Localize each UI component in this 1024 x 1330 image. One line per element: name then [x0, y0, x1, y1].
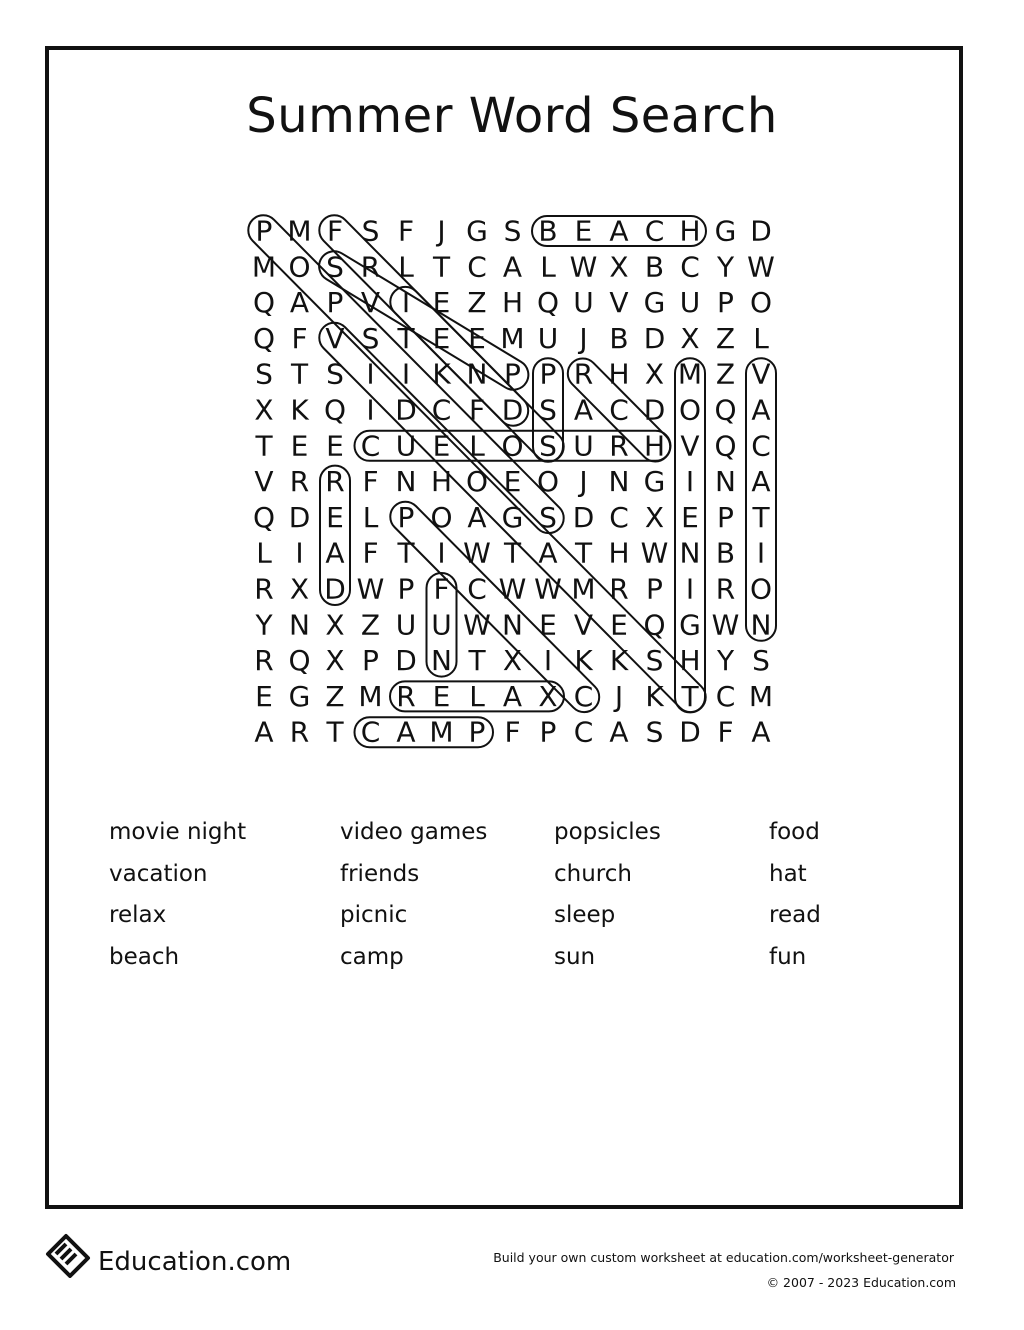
grid-letter[interactable]: Y [716, 644, 735, 678]
grid-letter[interactable]: R [325, 465, 345, 499]
grid-letter[interactable]: A [254, 715, 274, 749]
grid-letter[interactable]: E [574, 214, 593, 248]
grid-letter[interactable]: P [717, 286, 734, 320]
grid-letter[interactable]: M [500, 321, 525, 355]
grid-letter[interactable]: G [466, 214, 488, 248]
grid-letter[interactable]: O [501, 429, 524, 463]
grid-letter[interactable]: N [466, 357, 488, 391]
grid-letter[interactable]: A [751, 715, 771, 749]
grid-letter[interactable]: M [251, 250, 277, 284]
word-list-item: picnic [340, 902, 408, 928]
grid-letter[interactable]: H [608, 536, 630, 570]
word-list-item: vacation [109, 860, 208, 887]
grid-letter[interactable]: Z [360, 608, 381, 642]
grid-letter[interactable]: B [609, 321, 629, 355]
grid-letter[interactable]: U [431, 608, 452, 642]
grid-letter[interactable]: H [430, 465, 453, 499]
grid-letter[interactable]: P [326, 286, 344, 320]
grid-letter[interactable]: O [749, 572, 773, 606]
grid-letter[interactable]: C [609, 393, 629, 427]
grid-letter[interactable]: R [573, 357, 594, 391]
grid-letter[interactable]: A [751, 393, 771, 427]
education-logo[interactable] [44, 1232, 291, 1282]
grid-letter[interactable]: Z [715, 357, 736, 391]
grid-letter[interactable]: C [573, 679, 594, 713]
grid-letter[interactable]: X [538, 679, 558, 713]
grid-letter[interactable]: P [539, 715, 557, 749]
word-list-column-1 [109, 815, 246, 981]
grid-letter[interactable]: I [685, 572, 695, 606]
grid-letter[interactable]: T [397, 321, 415, 355]
grid-letter[interactable]: G [288, 679, 311, 713]
grid-letter[interactable]: F [433, 572, 450, 606]
grid-letter[interactable]: R [396, 679, 416, 713]
grid-letter[interactable]: X [644, 357, 665, 391]
grid-letter[interactable]: X [254, 393, 274, 427]
grid-letter[interactable]: S [645, 644, 664, 678]
grid-letter[interactable]: O [288, 250, 311, 284]
grid-letter[interactable]: W [534, 572, 562, 606]
grid-letter[interactable]: R [609, 572, 629, 606]
grid-letter[interactable]: C [467, 572, 487, 606]
grid-letter[interactable]: D [572, 500, 595, 534]
grid-letter[interactable]: S [645, 715, 664, 749]
grid-letter[interactable]: P [397, 500, 415, 534]
grid-letter[interactable]: X [609, 250, 629, 284]
grid-letter[interactable]: N [750, 608, 772, 642]
grid-letter[interactable]: W [711, 608, 740, 642]
grid-letter[interactable]: L [256, 536, 272, 570]
grid-letter[interactable]: A [573, 393, 594, 427]
grid-letter[interactable]: J [437, 214, 446, 248]
grid-letter[interactable]: C [680, 250, 700, 284]
grid-letter[interactable]: E [326, 500, 344, 534]
grid-letter[interactable]: S [255, 357, 273, 391]
grid-letter[interactable]: N [679, 536, 701, 570]
grid-letter[interactable]: M [748, 679, 774, 713]
grid-letter[interactable]: M [287, 214, 312, 248]
grid-letter[interactable]: T [432, 250, 451, 284]
grid-letter[interactable]: M [358, 679, 383, 713]
word-list-item: relax [109, 902, 167, 928]
grid-letter[interactable]: A [538, 536, 558, 570]
grid-letter[interactable]: O [430, 500, 453, 534]
grid-letter[interactable]: A [609, 715, 629, 749]
grid-letter[interactable]: T [397, 536, 415, 570]
grid-letter[interactable]: E [432, 679, 451, 713]
grid-letter[interactable]: S [361, 321, 380, 355]
grid-letter[interactable]: E [610, 608, 628, 642]
grid-letter[interactable]: N [431, 644, 452, 678]
grid-letter[interactable]: D [679, 715, 701, 749]
grid-letter[interactable]: J [579, 465, 588, 499]
grid-letter[interactable]: Q [252, 500, 276, 534]
education-logo-icon [44, 1232, 92, 1282]
grid-letter[interactable]: I [366, 357, 375, 391]
grid-letter[interactable]: N [608, 465, 630, 499]
worksheet-generator-note: Build your own custom worksheet at education.com/worksheet-generator [493, 1250, 954, 1265]
grid-letter[interactable]: H [679, 644, 701, 678]
word-list-item: hat [769, 860, 807, 887]
grid-letter[interactable]: S [539, 393, 557, 427]
grid-letter[interactable]: E [326, 429, 344, 463]
grid-letter[interactable]: F [326, 214, 344, 248]
grid-letter[interactable]: T [290, 357, 309, 391]
grid-letter[interactable]: W [463, 536, 491, 570]
grid-letter[interactable]: X [644, 500, 665, 534]
grid-letter[interactable]: O [678, 393, 702, 427]
grid-letter[interactable]: P [397, 572, 415, 606]
grid-letter[interactable]: C [360, 429, 381, 463]
grid-letter[interactable]: H [679, 214, 701, 248]
grid-letter[interactable]: F [362, 536, 379, 570]
grid-letter[interactable]: B [538, 214, 558, 248]
grid-letter[interactable]: P [255, 214, 273, 248]
grid-letter[interactable]: E [432, 429, 451, 463]
grid-letter[interactable]: S [539, 429, 557, 463]
grid-letter[interactable]: K [609, 644, 629, 678]
grid-letter[interactable]: K [645, 679, 664, 713]
grid-letter[interactable]: C [609, 500, 629, 534]
grid-letter[interactable]: X [680, 321, 700, 355]
grid-letter[interactable]: Z [467, 286, 487, 320]
grid-letter[interactable]: W [747, 250, 775, 284]
grid-letter[interactable]: X [289, 572, 310, 606]
grid-letter[interactable]: T [752, 500, 770, 534]
grid-letter[interactable]: Y [716, 250, 735, 284]
grid-letter[interactable]: H [501, 286, 524, 320]
grid-letter[interactable]: E [290, 429, 309, 463]
grid-letter[interactable]: R [289, 465, 310, 499]
grid-letter[interactable]: E [681, 500, 699, 534]
grid-letter[interactable]: R [289, 715, 310, 749]
grid-letter[interactable]: N [289, 608, 310, 642]
grid-letter[interactable]: E [255, 679, 273, 713]
grid-letter[interactable]: B [644, 250, 665, 284]
grid-letter[interactable]: Z [325, 679, 345, 713]
grid-letter[interactable]: L [540, 250, 556, 284]
grid-letter[interactable]: C [467, 250, 487, 284]
grid-letter[interactable]: Q [252, 286, 276, 320]
grid-letter[interactable]: D [288, 500, 311, 534]
grid-letter[interactable]: A [751, 465, 771, 499]
grid-letter[interactable]: F [397, 214, 415, 248]
grid-letter[interactable]: D [501, 393, 524, 427]
grid-letter[interactable]: E [432, 286, 451, 320]
grid-letter[interactable]: Q [714, 393, 737, 427]
grid-letter[interactable]: I [401, 357, 411, 391]
grid-letter[interactable]: C [715, 679, 736, 713]
grid-letter[interactable]: S [326, 250, 344, 284]
grid-letter[interactable]: T [574, 536, 593, 570]
grid-letter[interactable]: X [502, 644, 523, 678]
grid-letter[interactable]: V [573, 608, 594, 642]
word-list-item: church [554, 860, 632, 887]
grid-letter[interactable]: G [714, 214, 737, 248]
grid-letter[interactable]: R [254, 572, 274, 606]
grid-letter[interactable]: I [401, 286, 411, 320]
grid-letter[interactable]: F [504, 715, 521, 749]
grid-letter[interactable]: D [324, 572, 346, 606]
grid-letter[interactable]: O [536, 465, 560, 499]
grid-letter[interactable]: C [751, 429, 771, 463]
grid-letter[interactable]: P [539, 357, 557, 391]
grid-letter[interactable]: E [539, 608, 557, 642]
grid-letter[interactable]: Q [323, 393, 347, 427]
word-list-column-2 [340, 815, 487, 981]
grid-letter[interactable]: U [679, 286, 701, 320]
word-list-item: popsicles [554, 819, 661, 845]
grid-letter[interactable]: M [677, 357, 703, 391]
grid-letter[interactable]: V [680, 429, 700, 463]
grid-letter[interactable]: L [469, 429, 485, 463]
grid-letter[interactable]: I [437, 536, 446, 570]
grid-letter[interactable]: E [432, 321, 451, 355]
grid-letter[interactable]: M [429, 715, 454, 749]
grid-letter[interactable]: C [573, 715, 594, 749]
grid-letter[interactable]: V [360, 286, 381, 320]
grid-letter[interactable]: C [360, 715, 381, 749]
grid-letter[interactable]: R [254, 644, 274, 678]
grid-letter[interactable]: U [395, 429, 417, 463]
grid-letter[interactable]: E [503, 465, 522, 499]
grid-letter[interactable]: U [573, 286, 594, 320]
grid-letter[interactable]: T [503, 536, 522, 570]
grid-letter[interactable]: H [643, 429, 666, 463]
grid-letter[interactable]: F [468, 393, 486, 427]
grid-letter[interactable]: Q [288, 644, 311, 678]
grid-letter[interactable]: T [468, 644, 486, 678]
grid-letter[interactable]: I [366, 393, 375, 427]
grid-letter[interactable]: L [362, 500, 379, 534]
grid-letter[interactable]: S [752, 644, 770, 678]
word-list-item: food [769, 819, 820, 845]
grid-letter[interactable]: O [465, 465, 489, 499]
grid-letter[interactable]: R [360, 250, 381, 284]
grid-letter[interactable]: L [753, 321, 769, 355]
word-list-column-3 [554, 815, 661, 981]
grid-letter[interactable]: J [579, 321, 588, 355]
word-list-item: read [769, 902, 821, 928]
grid-letter[interactable]: K [574, 644, 593, 678]
grid-letter[interactable]: K [432, 357, 451, 391]
grid-letter[interactable]: F [362, 465, 379, 499]
grid-letter[interactable]: Q [252, 321, 276, 355]
grid-letter[interactable]: V [609, 286, 629, 320]
grid-letter[interactable]: A [609, 214, 629, 248]
word-list-item: sleep [554, 902, 616, 928]
grid-letter[interactable]: J [614, 679, 624, 713]
grid-letter[interactable]: P [504, 357, 521, 391]
grid-letter[interactable]: K [290, 393, 309, 427]
grid-letter[interactable]: D [395, 393, 417, 427]
grid-letter[interactable]: U [395, 608, 417, 642]
grid-letter[interactable]: W [463, 608, 491, 642]
word-list-item: fun [769, 943, 807, 970]
grid-letter[interactable]: A [396, 715, 416, 749]
grid-letter[interactable]: G [643, 465, 666, 499]
grid-letter[interactable]: D [643, 321, 666, 355]
grid-letter[interactable]: S [361, 214, 380, 248]
grid-letter[interactable]: T [326, 715, 344, 749]
grid-letter[interactable]: P [362, 644, 379, 678]
grid-letter[interactable]: I [685, 465, 695, 499]
word-list-item: beach [109, 943, 180, 970]
grid-letter[interactable]: T [255, 429, 273, 463]
grid-letter[interactable]: R [715, 572, 736, 606]
grid-letter[interactable]: Z [715, 321, 736, 355]
grid-letter[interactable]: A [502, 250, 523, 284]
grid-letter[interactable]: W [498, 572, 527, 606]
grid-letter[interactable]: T [681, 679, 699, 713]
grid-letter[interactable]: P [646, 572, 663, 606]
grid-letter[interactable]: L [398, 250, 414, 284]
grid-letter[interactable]: V [254, 465, 274, 499]
grid-letter[interactable]: F [291, 321, 308, 355]
page-title: Summer Word Search [246, 88, 778, 144]
word-list-item: sun [554, 943, 596, 970]
grid-letter[interactable]: F [717, 715, 734, 749]
grid-letter[interactable]: C [431, 393, 452, 427]
grid-letter[interactable]: C [644, 214, 665, 248]
word-list-item: video games [340, 819, 488, 845]
grid-letter[interactable]: I [756, 536, 766, 570]
word-list-item: friends [340, 860, 420, 887]
grid-letter[interactable]: N [395, 465, 417, 499]
word-list-item: movie night [109, 819, 247, 845]
grid-letter[interactable]: A [467, 500, 487, 534]
grid-letter[interactable]: G [679, 608, 701, 642]
grid-letter[interactable]: H [608, 357, 630, 391]
grid-letter[interactable]: Y [255, 608, 273, 642]
grid-letter[interactable]: R [609, 429, 629, 463]
grid-letter[interactable]: P [468, 715, 486, 749]
grid-letters [252, 215, 775, 749]
grid-letter[interactable]: U [537, 321, 559, 355]
education-brand-name: Education.com [98, 1247, 292, 1277]
grid-letter[interactable]: W [569, 250, 598, 284]
grid-letter[interactable]: S [539, 500, 557, 534]
grid-letter[interactable]: G [643, 286, 666, 320]
grid-letter[interactable]: N [715, 465, 736, 499]
grid-letter[interactable]: S [326, 357, 344, 391]
grid-letter[interactable]: E [468, 321, 486, 355]
grid-letter[interactable]: A [502, 679, 523, 713]
grid-letter[interactable]: O [749, 286, 773, 320]
grid-letter[interactable]: W [356, 572, 385, 606]
grid-letter[interactable]: V [325, 321, 345, 355]
grid-letter[interactable]: I [295, 536, 304, 570]
grid-letter[interactable]: N [502, 608, 523, 642]
grid-letter[interactable]: A [325, 536, 345, 570]
grid-letter[interactable]: Q [643, 608, 666, 642]
grid-letter[interactable]: G [501, 500, 524, 534]
found-word-ring [314, 246, 534, 396]
grid-letter[interactable]: I [543, 644, 553, 678]
copyright: © 2007 - 2023 Education.com [766, 1275, 956, 1290]
grid-letter[interactable]: B [715, 536, 736, 570]
grid-letter[interactable]: Q [714, 429, 737, 463]
grid-letter[interactable]: A [289, 286, 310, 320]
grid-letter[interactable]: V [751, 357, 771, 391]
grid-letter[interactable]: W [640, 536, 669, 570]
grid-letter[interactable]: L [469, 679, 485, 713]
grid-letter[interactable]: X [325, 644, 345, 678]
grid-letter[interactable]: M [571, 572, 596, 606]
grid-letter[interactable]: X [325, 608, 345, 642]
grid-letter[interactable]: D [750, 214, 772, 248]
grid-letter[interactable]: S [503, 214, 522, 248]
word-list-item: camp [340, 943, 404, 970]
grid-letter[interactable]: U [573, 429, 594, 463]
grid-letter[interactable]: D [643, 393, 666, 427]
grid-letter[interactable]: P [717, 500, 734, 534]
grid-letter[interactable]: D [395, 644, 417, 678]
word-list-column-4 [769, 815, 821, 981]
grid-letter[interactable]: Q [536, 286, 560, 320]
